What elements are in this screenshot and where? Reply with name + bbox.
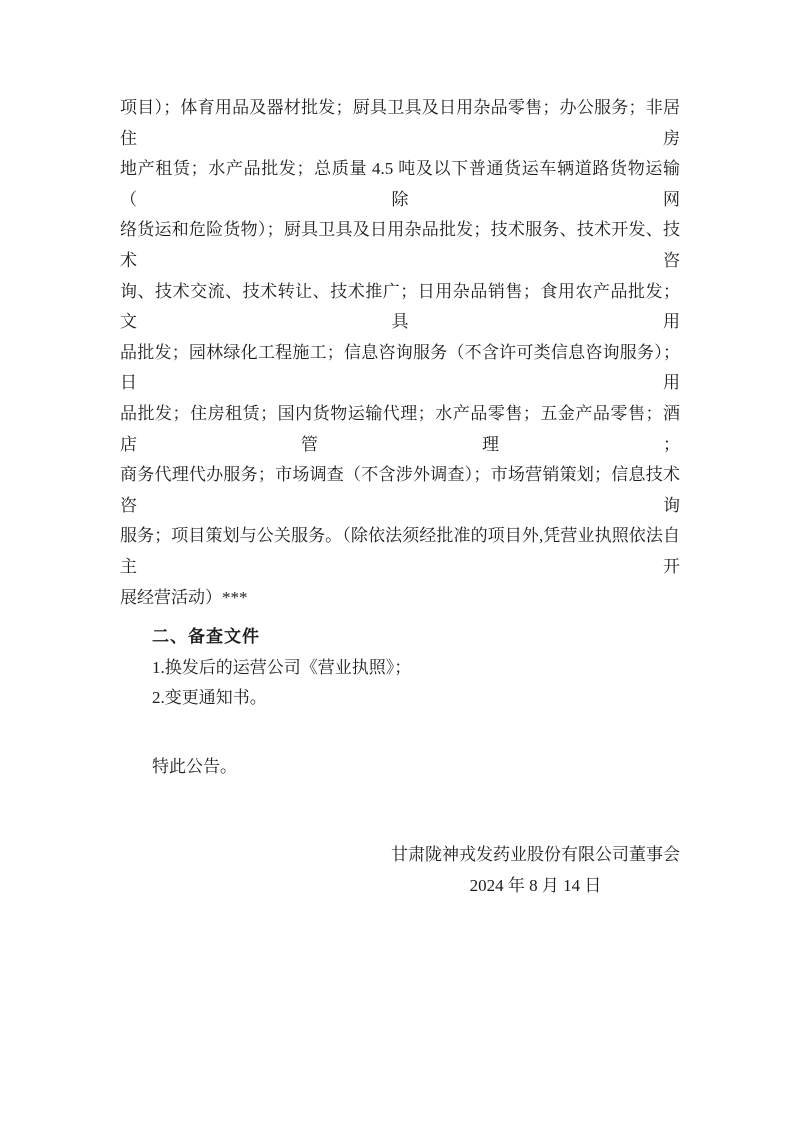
paragraph-line-9: 展经营活动）***	[120, 587, 248, 607]
section-heading-reference-documents: 二、备查文件	[152, 627, 260, 647]
paragraph-line-7: 商务代理代办服务；市场调查（不含涉外调查）；市场营销策划；信息技术咨询	[120, 465, 680, 515]
paragraph-line-4: 询、技术交流、技术转让、技术推广；日用杂品销售；食用农产品批发；文具用	[120, 281, 680, 332]
paragraph-line-5: 品批发；园林绿化工程施工；信息咨询服务（不含许可类信息咨询服务）；日用	[120, 342, 680, 393]
signature-inner	[391, 840, 680, 901]
reference-document-item-1: 1.换发后的运营公司《营业执照》；	[152, 657, 412, 677]
signature-block	[120, 840, 680, 901]
document-content	[120, 93, 680, 902]
paragraph-line-3: 络货运和危险货物）；厨具卫具及日用杂品批发；技术服务、技术开发、技术咨	[120, 220, 680, 270]
paragraph-line-2: 地产租赁；水产品批发；总质量 4.5 吨及以下普通货运车辆道路货物运输（除网	[120, 159, 680, 209]
closing-statement: 特此公告。	[152, 756, 237, 776]
paragraph-line-8: 服务；项目策划与公关服务。（除依法须经批准的项目外,凭营业执照依法自主开	[120, 526, 680, 576]
signature-date: 2024 年 8 月 14 日	[469, 876, 602, 896]
business-scope-paragraph	[120, 93, 680, 613]
reference-document-item-2: 2.变更通知书。	[152, 688, 267, 708]
paragraph-line-6: 品批发；住房租赁；国内货物运输代理；水产品零售；五金产品零售；酒店管理；	[120, 403, 680, 454]
signature-company: 甘肃陇神戎发药业股份有限公司董事会	[391, 845, 680, 865]
paragraph-line-1: 项目）；体育用品及器材批发；厨具卫具及日用杂品零售；办公服务；非居住房	[120, 98, 680, 148]
